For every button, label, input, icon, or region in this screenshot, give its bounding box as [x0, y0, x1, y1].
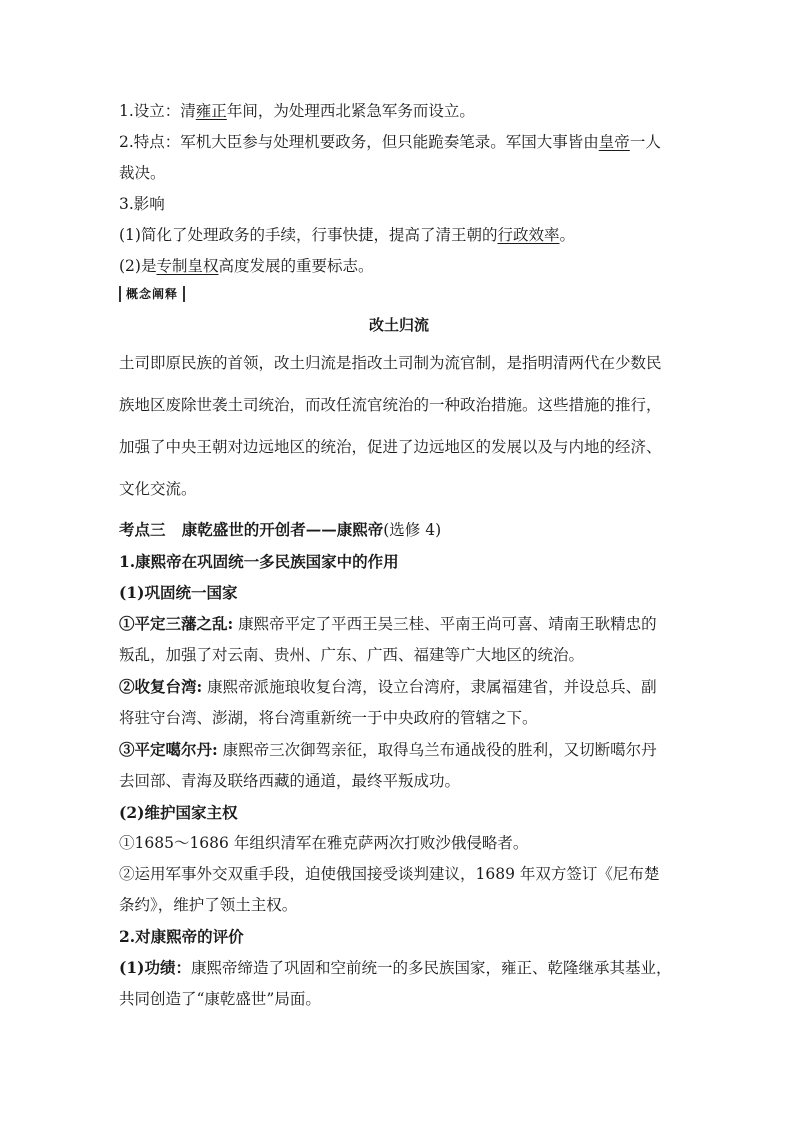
concept-tag-row: [119, 282, 679, 302]
galdan-line-cont: 去回部、青海及联络西藏的通道，最终平叛成功。: [119, 772, 461, 790]
impact-item-1: (1)简化了处理政务的手续，行事快捷，提高了清王朝的行政效率。: [119, 226, 575, 244]
feature-line: 2.特点：军机大臣参与处理机要政务，但只能跪奏笔录。军国大事皆由皇帝一人: [119, 133, 661, 151]
nerchinsk-line: ②运用军事外交双重手段，迫使俄国接受谈判建议，1689 年双方签订《尼布楚: [119, 865, 660, 883]
evaluation-heading: 2.对康熙帝的评价: [119, 927, 244, 946]
emperor-term: 皇帝: [598, 133, 630, 151]
achievement-line-cont: 共同创造了“康乾盛世”局面。: [119, 990, 321, 1008]
yongzheng-term: 雍正: [195, 102, 227, 120]
impact-item-2: (2)是专制皇权高度发展的重要标志。: [119, 257, 374, 275]
concept-tag: 概念阐释: [119, 286, 185, 302]
establish-line: 1.设立：清雍正年间，为处理西北紧急军务而设立。: [119, 102, 475, 120]
achievement-line: (1)功绩：康熙帝缔造了巩固和空前统一的多民族国家，雍正、乾隆继承其基业，: [119, 958, 672, 977]
taiwan-line: ②收复台湾: 康熙帝派施琅收复台湾，设立台湾府，隶属福建省，并设总兵、副: [119, 677, 657, 696]
concept-paragraph: 土司即原民族的首领，改土归流是指改土司制为流官制，是指明清两代在少数民 族地区废除世袭土司统治，而改任流官统治的一种政治措施。这些措施的推行， 加强了中央王朝对边远地区的统治，促进了边远地区的发展以及与内地的经济、 文化交流。: [119, 354, 662, 498]
concept-title: 改土归流: [368, 316, 429, 334]
feature-line-cont: 裁决。: [119, 164, 166, 182]
autocratic-power-term: 专制皇权: [156, 257, 219, 275]
sovereignty-heading: (2)维护国家主权: [119, 803, 238, 822]
document-page: [119, 96, 679, 1015]
three-feudatories-line: ①平定三藩之乱: 康熙帝平定了平西王吴三桂、平南王尚可喜、靖南王耿精忠的: [119, 614, 657, 633]
topic-heading: 考点三 康乾盛世的开创者——康熙帝(选修 4): [119, 520, 442, 539]
impact-heading: 3.影响: [119, 195, 165, 213]
admin-efficiency-term: 行政效率: [497, 226, 560, 244]
nerchinsk-line-cont: 条约》，维护了领土主权。: [119, 896, 298, 914]
three-feudatories-line-cont: 叛乱，加强了对云南、贵州、广东、广西、福建等广大地区的统治。: [119, 646, 585, 664]
galdan-line: ③平定噶尔丹: 康熙帝三次御驾亲征，取得乌兰布通战役的胜利，又切断噶尔丹: [119, 740, 657, 759]
yaksa-line: ①1685～1686 年组织清军在雅克萨两次打败沙俄侵略者。: [119, 834, 529, 852]
taiwan-line-cont: 将驻守台湾、澎湖，将台湾重新统一于中央政府的管辖之下。: [119, 709, 538, 727]
role-heading: 1.康熙帝在巩固统一多民族国家中的作用: [119, 552, 399, 571]
consolidate-heading: (1)巩固统一国家: [119, 583, 238, 602]
